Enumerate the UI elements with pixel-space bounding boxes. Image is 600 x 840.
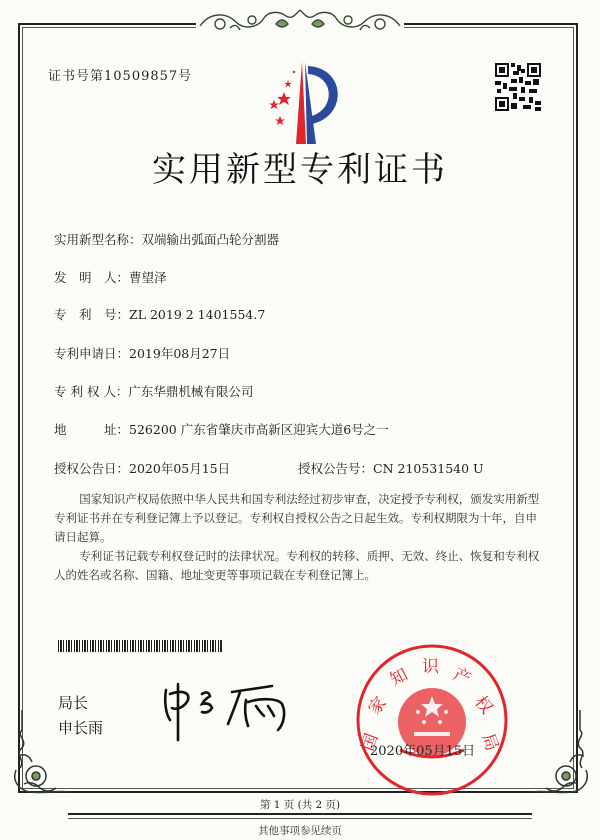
field-label: 专 利 权 人：	[54, 384, 129, 399]
svg-text:产: 产	[449, 664, 474, 690]
field-label: 授权公告号：	[298, 461, 374, 476]
signature-icon	[160, 680, 300, 742]
director-name: 申长雨	[58, 719, 104, 737]
field-inventor	[54, 268, 167, 286]
field-label: 地 址：	[54, 422, 130, 437]
field-value: CN 210531540 U	[373, 461, 484, 476]
field-utility-model-name	[54, 230, 279, 248]
field-value: 2020年05月15日	[129, 461, 231, 476]
svg-text:权: 权	[470, 692, 497, 719]
certificate-number: 证书号第10509857号	[48, 69, 193, 84]
field-value: 广东华鼎机械有限公司	[128, 384, 254, 399]
field-grant-date	[54, 459, 230, 477]
field-value: 双端输出弧面凸轮分割器	[141, 232, 280, 247]
field-value: 曹望泽	[129, 270, 167, 285]
barcode	[58, 640, 223, 652]
body-paragraph: 国家知识产权局依照中华人民共和国专利法经过初步审查，决定授予专利权，颁发实用新型专利证书并在专利登记簿上予以登记。专利权自授权公告之日起生效。专利权期限为十年，自申请日起算。	[54, 492, 540, 544]
field-patent-number	[54, 305, 265, 323]
page-indicator: 第 1 页 (共 2 页)	[259, 799, 341, 811]
field-label: 专 利 号：	[54, 307, 130, 322]
field-label: 实用新型名称：	[54, 232, 142, 247]
cnipa-logo-icon	[250, 58, 350, 146]
certificate-title: 实用新型专利证书	[152, 150, 448, 190]
field-value: ZL 2019 2 1401554.7	[129, 307, 266, 322]
field-label: 授权公告日：	[54, 461, 130, 476]
svg-text:国: 国	[357, 730, 383, 754]
body-paragraph: 专利证书记载专利权登记时的法律状况。专利权的转移、质押、无效、终止、恢复和专利权人的姓名或名称、国籍、地址变更等事项记载在专利登记簿上。	[54, 549, 540, 582]
field-label: 发 明 人：	[54, 270, 130, 285]
director-title: 局长	[58, 694, 89, 712]
svg-text:知: 知	[386, 664, 412, 691]
field-label: 专利申请日：	[54, 346, 130, 361]
field-address	[54, 420, 389, 438]
field-value: 2019年08月27日	[129, 346, 231, 361]
official-seal-icon	[352, 640, 512, 800]
continued-note: 其他事项参见续页	[258, 825, 342, 837]
top-ornament-icon	[196, 4, 404, 38]
svg-text:局: 局	[477, 730, 502, 754]
field-patentee	[54, 382, 253, 400]
field-grant-number	[298, 459, 484, 477]
qr-code-icon	[495, 63, 541, 111]
field-filing-date	[54, 344, 230, 362]
field-value: 526200 广东省肇庆市高新区迎宾大道6号之一	[129, 422, 389, 437]
bottom-rule	[68, 813, 532, 819]
certificate-body	[54, 490, 546, 585]
seal-date: 2020年05月15日	[370, 744, 476, 759]
corner-ornament-icon	[534, 710, 596, 800]
svg-text:识: 识	[422, 657, 439, 677]
svg-text:家: 家	[364, 693, 391, 720]
